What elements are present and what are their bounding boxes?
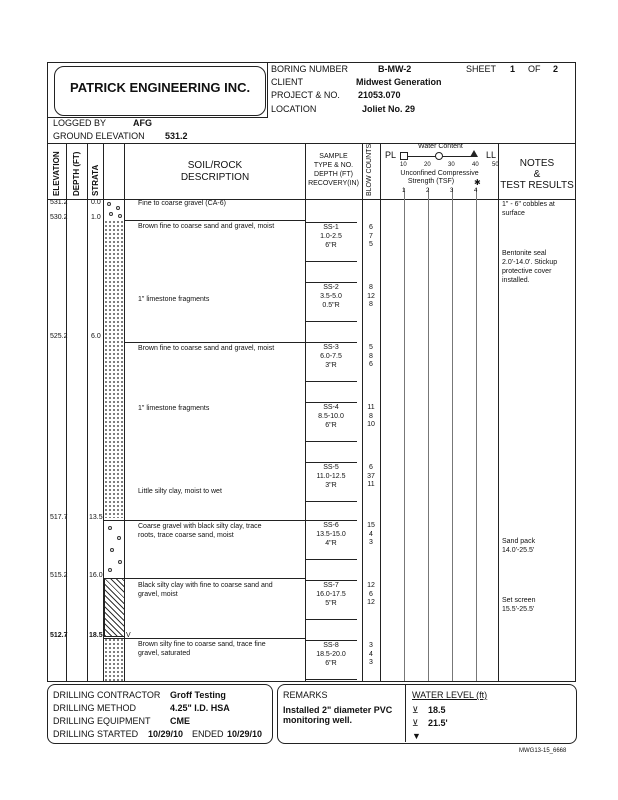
strata-sand-gravel	[104, 220, 124, 518]
ucs-tick-1: 1	[402, 188, 406, 194]
col-depth: DEPTH (FT)	[72, 151, 81, 196]
sheet-total: 2	[553, 64, 559, 74]
started-label: DRILLING STARTED	[53, 729, 139, 739]
water-level-value: 18.5	[428, 705, 446, 715]
notes-label-3: TEST RESULTS	[500, 180, 574, 191]
layer-description: Black silty clay with fine to coarse sand and	[138, 582, 273, 589]
method-label: DRILLING METHOD	[53, 703, 137, 713]
sample-depth: 11.0-12.5	[316, 473, 346, 480]
layer-elevation: 531.2	[50, 199, 68, 206]
sample-depth: 16.0-17.5	[316, 591, 346, 598]
water-level-label: WATER LEVEL (ft)	[412, 690, 488, 700]
blow-counts: 11 8 10	[367, 404, 375, 428]
layer-depth: 0.0	[91, 199, 101, 206]
ground-elevation-label: GROUND ELEVATION	[53, 131, 145, 141]
ucs-tick-3: 3	[450, 188, 454, 194]
project-label: PROJECT & NO.	[271, 90, 340, 100]
note-text: protective cover	[502, 268, 552, 275]
strata-silty-clay	[104, 578, 125, 637]
sample-id: SS-4	[323, 404, 339, 411]
col-sample-2: TYPE & NO.	[313, 162, 354, 169]
ground-elevation: 531.2	[165, 131, 188, 141]
water-content-circle-icon	[435, 152, 443, 160]
layer-description: gravel, moist	[138, 591, 178, 598]
col-description: DESCRIPTION	[180, 172, 250, 183]
note-text: surface	[502, 210, 525, 217]
blow-counts: 12 6 12	[367, 582, 375, 606]
sample-block	[305, 282, 357, 322]
layer-description: Brown fine to coarse sand and gravel, moist	[138, 223, 275, 230]
sample-depth: 8.5-10.0	[318, 413, 344, 420]
ucs-star-icon: ✱	[474, 178, 481, 187]
pl-label: PL	[385, 150, 397, 160]
col-blow-counts: BLOW COUNTS	[366, 143, 373, 196]
layer-depth: 1.0	[91, 214, 101, 221]
sample-id: SS-3	[323, 344, 339, 351]
note-text: 15.5'-25.5'	[502, 606, 535, 613]
file-code: MWG13-15_6668	[519, 748, 567, 754]
col-strata: STRATA	[91, 164, 100, 196]
water-level-icon: ▼	[412, 731, 421, 741]
boring-number-label: BORING NUMBER	[271, 64, 349, 74]
note-text: 14.0'-25.5'	[502, 547, 535, 554]
sample-recovery: 4"R	[325, 540, 337, 547]
location: Joliet No. 29	[362, 104, 416, 114]
sample-depth: 6.0-7.5	[320, 353, 342, 360]
layer-description: Brown fine to coarse sand and gravel, moist	[138, 345, 275, 352]
wc-tick-40: 40	[472, 162, 479, 168]
note-text: Set screen	[502, 597, 536, 604]
layer-depth: 13.5	[89, 514, 103, 521]
remarks-label: REMARKS	[283, 690, 328, 700]
sample-block	[305, 402, 357, 442]
silty-clay-note: Little silty clay, moist to wet	[138, 488, 222, 495]
note-text: 2.0'-14.0'. Stickup	[502, 259, 558, 266]
contractor-label: DRILLING CONTRACTOR	[53, 690, 161, 700]
wc-tick-30: 30	[448, 162, 455, 168]
layer-description: gravel, saturated	[138, 650, 191, 657]
sample-block	[305, 342, 357, 382]
sample-recovery: 5"R	[325, 600, 337, 607]
water-level-value: 21.5'	[428, 718, 448, 728]
started: 10/29/10	[148, 729, 184, 739]
col-soil-rock: SOIL/ROCK	[187, 160, 243, 171]
company-name: PATRICK ENGINEERING INC.	[70, 80, 251, 95]
blow-counts: 3 4 3	[369, 642, 373, 666]
sample-depth: 3.5-5.0	[320, 293, 342, 300]
sample-block	[305, 580, 357, 620]
sample-depth: 18.5-20.0	[316, 651, 346, 658]
remarks-text: monitoring well.	[283, 715, 352, 725]
of-label: OF	[528, 64, 541, 74]
ll-label: LL	[486, 150, 497, 160]
equipment: CME	[170, 716, 190, 726]
water-marker-icon: V	[126, 632, 131, 639]
note-text: installed.	[502, 277, 530, 284]
col-sample-3: DEPTH (FT)	[314, 171, 353, 178]
layer-description: Brown silty fine to coarse sand, trace fine	[138, 641, 266, 648]
logged-by-label: LOGGED BY	[53, 118, 107, 128]
wc-tick-10: 10	[400, 162, 407, 168]
col-elevation: ELEVATION	[52, 151, 61, 196]
sample-recovery: 6"R	[325, 422, 337, 429]
equipment-label: DRILLING EQUIPMENT	[53, 716, 151, 726]
sample-id: SS-6	[323, 522, 339, 529]
layer-depth: 16.0	[89, 572, 103, 579]
logged-by: AFG	[133, 118, 152, 128]
ucs-tick-4: 4	[474, 188, 478, 194]
wc-tick-50: 50	[492, 162, 499, 168]
col-sample-4: RECOVERY(IN)	[308, 180, 359, 187]
notes-label-1: NOTES	[519, 158, 555, 169]
wc-tick-20: 20	[424, 162, 431, 168]
sample-recovery: 3"R	[325, 362, 337, 369]
ended-label: ENDED	[192, 729, 224, 739]
blow-counts: 6 7 5	[369, 224, 373, 248]
contractor: Groff Testing	[170, 690, 226, 700]
sample-id: SS-7	[323, 582, 339, 589]
layer-description: Fine to coarse gravel (CA-6)	[138, 200, 226, 207]
notes-label-2: &	[533, 169, 541, 180]
sample-id: SS-8	[323, 642, 339, 649]
sample-depth: 1.0-2.5	[320, 233, 342, 240]
note-text: 1" - 6" cobbles at	[502, 201, 555, 208]
sample-depth: 13.5-15.0	[316, 531, 346, 538]
client-label: CLIENT	[271, 77, 304, 87]
note-text: Bentonite seal	[502, 250, 547, 257]
remarks-text: Installed 2" diameter PVC	[283, 705, 393, 715]
sample-id: SS-2	[323, 284, 339, 291]
ucs-label-2: Strength (TSF)	[407, 178, 455, 185]
layer-depth: 18.5	[89, 632, 103, 639]
sample-recovery: 3"R	[325, 482, 337, 489]
layer-depth: 6.0	[91, 333, 101, 340]
sample-id: SS-1	[323, 224, 339, 231]
blow-counts: 8 12 8	[367, 284, 375, 308]
sample-block	[305, 462, 357, 502]
method: 4.25" I.D. HSA	[170, 703, 230, 713]
sample-recovery: 0.5"R	[322, 302, 340, 309]
sample-recovery: 6"R	[325, 242, 337, 249]
note-text: Sand pack	[502, 538, 536, 545]
sample-block	[305, 222, 357, 262]
layer-elevation: 512.7	[50, 632, 68, 639]
strata-gravel-top	[104, 200, 124, 220]
water-level-icon: ⊻	[412, 718, 419, 728]
sheet-label: SHEET	[466, 64, 497, 74]
boring-number: B-MW-2	[378, 64, 412, 74]
layer-elevation: 517.7	[50, 514, 68, 521]
sample-recovery: 6"R	[325, 660, 337, 667]
water-content-label: Water Content	[418, 143, 463, 150]
project-no: 21053.070	[358, 90, 401, 100]
layer-description: roots, trace coarse sand, moist	[138, 532, 234, 539]
sheet-number: 1	[510, 64, 516, 74]
limestone-note: 1" limestone fragments	[138, 296, 210, 303]
blow-counts: 6 37 11	[367, 464, 375, 488]
limestone-note: 1" limestone fragments	[138, 405, 210, 412]
ucs-label-1: Unconfined Compressive	[400, 170, 479, 177]
blow-counts: 15 4 3	[367, 522, 375, 546]
col-sample-1: SAMPLE	[319, 153, 348, 160]
layer-elevation: 525.2	[50, 333, 68, 340]
layer-elevation: 530.2	[50, 214, 68, 221]
location-label: LOCATION	[271, 104, 317, 114]
blow-counts: 5 8 6	[369, 344, 373, 368]
sample-block	[305, 520, 357, 560]
water-level-icon: ⊻	[412, 705, 419, 715]
layer-description: Coarse gravel with black silty clay, trace	[138, 523, 262, 530]
client: Midwest Generation	[356, 77, 442, 87]
ucs-tick-2: 2	[426, 188, 430, 194]
ll-triangle-icon	[470, 150, 478, 157]
strata-coarse-gravel	[104, 520, 124, 576]
ended: 10/29/10	[227, 729, 263, 739]
sample-id: SS-5	[323, 464, 339, 471]
strata-silty-sand	[104, 638, 124, 681]
layer-elevation: 515.2	[50, 572, 68, 579]
sample-block	[305, 640, 357, 680]
